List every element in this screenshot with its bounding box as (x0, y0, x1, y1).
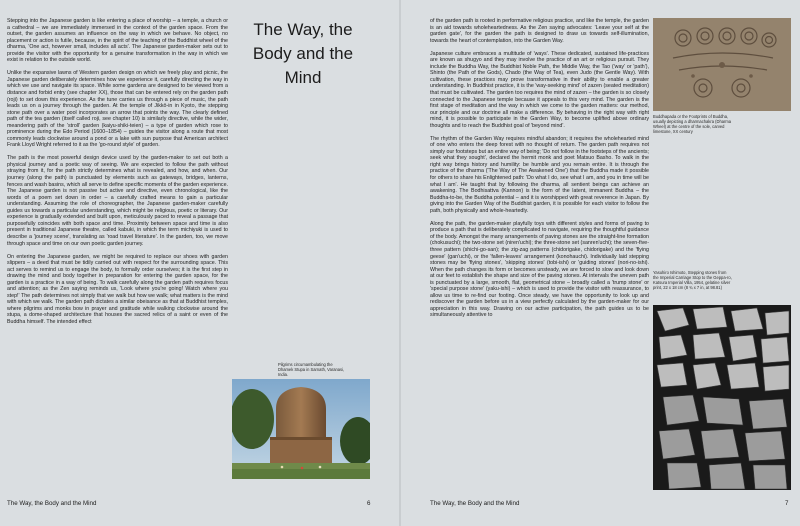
buddhapada-photo (653, 18, 791, 111)
body-paragraph: The rhythm of the Garden Way requires mindful abandon; it requires the wholehearted mind of one who enters the deep forest with no thought of return. The garden path requires not simply our footsteps but an entire way of being; 'Do not follow in the footsteps of the ancients; seek what they sought', declared the hermit monk and poet Matsuo Basho. To walk in the right way brings history and humility: be humble and you remain entire. It is through the practice of the dharma ('The Way of The Awakened One') that the Buddha made it possible for others to share his Enlightened path: 'Do what I do, see what I am, and you in time will be what I am'. He taught that by following the dharma, all sentient beings can achieve an awakening. The Bodhisattva (Kannon) is the form of the latent, immanent Buddha – the Buddha-to-be, the Buddha potential – and it is worshipped with great reverence in Japan. By giving into the Garden Way of the Buddhist garden, it is possible for each visitor to follow the path, both physically and whole-heartedly. (430, 135, 649, 214)
right-footer: The Way, the Body and the Mind (430, 500, 520, 507)
right-body-column (430, 18, 649, 494)
buddhapada-caption: Buddhapada or the Footprints of Buddha, usually depicting a dharmachakra (Dharma Wheel) at the centre of the sole, carved limestone, XX century (653, 114, 732, 134)
body-paragraph: The path is the most powerful design device used by the garden-maker to set out both a physical journey and a poetic way of seeing. We are expected to follow the path without straying from it, for the path strictly determines what is revealed, and how, and when. Our journey (along the path) is punctuated by elements such as gateways, bridges, lanterns, fences and wash basins, which all serve to define specific moments of the garden experience. The Japanese garden is not passive but active and directive, even chronological, like the words of a poem set down in order – a carefully crafted means to gain a particular understanding. Assuming the role of choreographer, the Japanese garden-maker carefully guides us towards a particular understanding, which might be religious, poetic or literary. Our experience is gradually extended and built upon, meticulously paced to reveal a passage that purposefully coincides with both space and time. Proximity between space and time is also present in traditional Japanese theatre, called kabuki, in which the term michiyuki is used to describe a 'journey scene', translating as 'road travel literature'. In the garden, too, we move through space and time on our own poetic garden journey. (7, 155, 228, 247)
page-number-left: 6 (367, 500, 371, 507)
body-paragraph: Along the path, the garden-maker playfully toys with different styles and forms of paving to produce a path that is deliberately complicated to navigate, requiring the thoughtful guidance of the body. Amongst the many arrangements of paving stones are the straight-line formation (chokusuchi); the two-stone set (niren'uchi); the three-stone set (sanren'uchi); the seven-five-three pattern (shichi-go-san); the zig-zag patterns (chidorigake, chidorigake) and the 'flying geese' (gan'uchi), or the 'fallen-leaves' arrangement (konohauchi). Individually laid stepping stones may be 'flying stones', 'skipping stones' (tobi-ishi) or 'guiding stones' (nori-no-ishi). When the path changes its form or becomes unsteady, we are forced to slow and look down at our feet to establish the shape and size of the paving stones. At intervals the uneven path is punctuated by a large, smooth, flat, geometrical stone – broadly called a 'trump stone' or 'special purpose stone' (yaku-ishi) – which is used to provide the visitor with reassurance, to allow us time to re-find our footing. Once steady, we have the opportunity to look up and rediscover the garden before us in a view perfectly calculated by the garden-maker for our appreciation in this way. Drawing on our active participation, the path guides us to be simultaneously attentive to (430, 220, 649, 319)
body-paragraph: Japanese culture embraces a multitude of 'ways'. These dedicated, sustained life-practices are known as shugyo and they may involve the practice of an art or religious pursuit. They include the Buddha Way, the Buddhist Noble Path, the Middle Way, the Tao ('way' or 'path'), Shinto (the Path of the Gods), Chado (the Way of Tea), even Judo (the Gentle Way). With cultivation, these practices may prove transformative in their ability to enable a greater understanding. In Buddhist practice, it is the 'way-seeking mind' of zazen (seated meditation) that must be cultivated. The garden too requires the mind of zazen – the garden is so closely connected to the Japanese temple because it appeals to this very mind. The garden is the first stage of meditation and the way in which we come to the garden matters: our method, our principle and our doctrine all make a difference. By behaving in the right way with right mind, it is possible to participate in the Garden Way, to become uplifted above ordinary thoughts and to reach the Buddhist goal of 'beyond mind'. (430, 50, 649, 129)
stupa-illustration (232, 379, 370, 479)
body-paragraph: Unlike the expansive lawns of Western garden design on which we freely play and picnic, the Japanese garden deliberately determines how we experience it, carefully directing the way in which we use and navigate its space. While some gardens are designed to be viewed from a distance and forbid entry (see chapter XX), those that can be entered rely on the garden path (roji) to set down this experience. As the tune carries us through a piece of music, the path leads us on a journey through the garden. At the temple of Jikkō-in in Kyoto, the stepping stone path over a water pool incorporates an arrow that points the way. The clearly defined path of the tea garden (itself called roji, see chapter 10) is similarly directive, while the wider, meandering path of the 'stroll' garden (kaiyu-shiki-teien) – a type of garden which rose to prominence during the Edo Period (1600–1854) – guides the visitor along a route that most commonly leads clockwise around a pond or a lake with sun purpose that American architect Frank Lloyd Wright referred to it as the 'go-round style' of garden. (7, 70, 228, 149)
body-paragraph: Stepping into the Japanese garden is like entering a place of worship – a temple, a church or a cathedral – we are immediately immersed in the context of the garden space. From the outset, the garden assumes an influence on the way in which we behave. No object, no placement or action is futile, because, in the spirit of the teaching of the Buddhist wheel of the dharma, 'One act, however small, includes all acts'. The Japanese garden-maker sets out to provide the visitor with the opportunity for a genuine transformation in the way in which we exist in relation to the outside world. (7, 18, 228, 64)
stepping-stones-photo (653, 305, 791, 490)
stepping-stones-caption: Yasuhiro Ishimoto, Stepping stones from the Imperial Carriage Stop to the Geppa-ro, Katsura Imperial Villa, 1954, gelatine silver print, 22 x 18 cm (8 ¾ x 7 in, at 98.81) (653, 270, 732, 290)
body-paragraph: of the garden path is rooted in performative religious practice, and like the temple, the garden is an aid towards wholeheartedness. As the Zen saying advocates: 'Leave your self at the garden gate', for the garden the path is designed to draw us towards self-illumination, towards the heart of contemplation, into the Garden Way. (430, 18, 649, 44)
body-paragraph: On entering the Japanese garden, we might be required to replace our shoes with garden slippers – a deed that must be tidily carried out with respect for the surrounding space. This act serves to remind us to engage the body, to formally order ourselves; it is the first step in drawing the mind and body together in preparation for entering the garden space, for the garden is a practice in a way of being. To walk carefully along the garden path requires focus and attention; as the Zen saying reminds us, 'Look where you're going! Watch where you step!' The path determines not simply that we walk but how we walk; what matters is the mind with which we walk. The garden path dictates a similar obeisance as that at Buddhist temples, where pilgrims and monks bow in prayer and gratitude while walking clockwise around the stupa, a dome-shaped architecture that houses the sacred relics of a saint or even of the Buddha himself. The intended effect (7, 253, 228, 326)
left-page (0, 0, 399, 526)
page-number-right: 7 (785, 500, 789, 507)
left-body-column (7, 18, 228, 488)
stepping-stones-illustration (653, 305, 791, 490)
right-page (401, 0, 800, 526)
stupa-photo (232, 379, 370, 479)
stupa-image-caption: Pilgrims circumambulating the Dhamek Stupa in Sarnath, Varanasi, India. (278, 362, 345, 377)
chapter-title: The Way, the Body and the Mind (252, 20, 354, 87)
footprints-relief (653, 18, 791, 111)
left-footer: The Way, the Body and the Mind (7, 500, 97, 507)
